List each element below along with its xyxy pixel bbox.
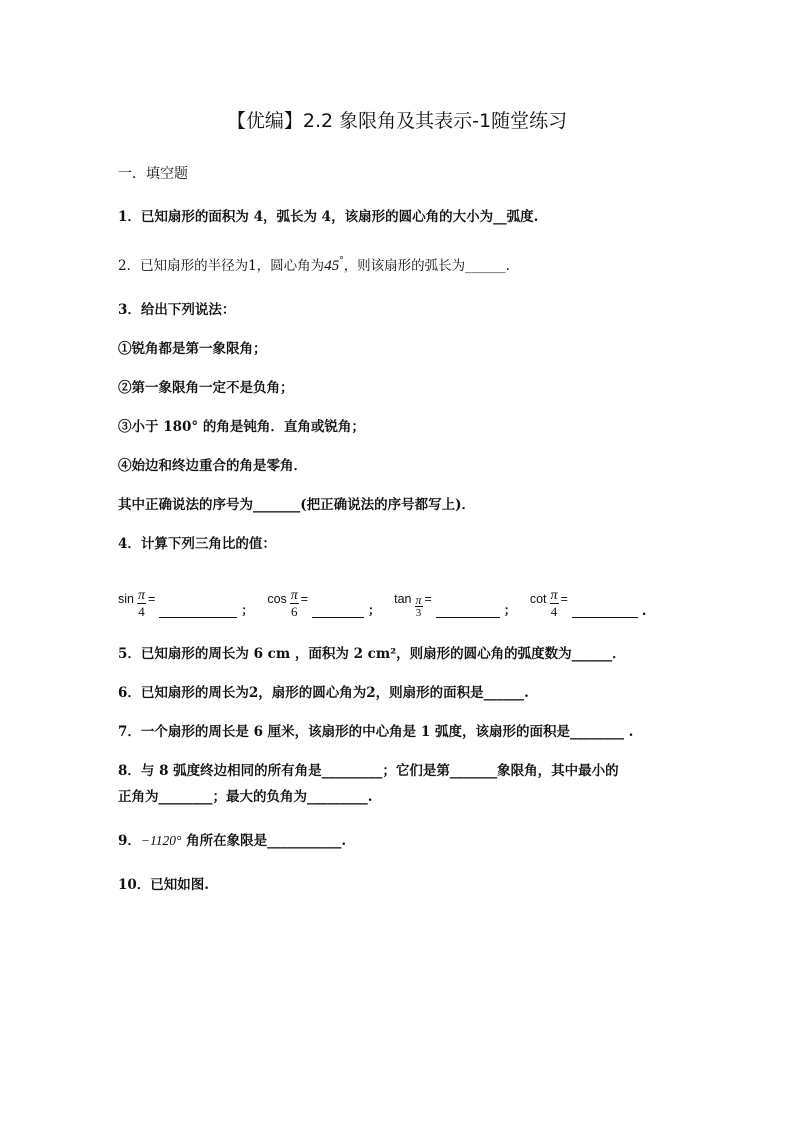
question-8-line-1: 8．与 8 弧度终边相同的所有角是_________；它们是第_______象限角，其中最小的 [118, 763, 619, 779]
fraction-denominator: 4 [550, 604, 558, 619]
angle-value: 45 [324, 258, 340, 274]
question-2-text: 2．已知扇形的半径为1，圆心角为 [118, 258, 325, 274]
statement-1: ①锐角都是第一象限角； [118, 341, 267, 357]
answer-blank[interactable] [159, 616, 237, 618]
angle-value: −1120° [140, 833, 182, 848]
separator: ； [241, 603, 254, 617]
answer-blank[interactable] [572, 616, 638, 618]
separator: . [641, 604, 647, 618]
question-7: 7．一个扇形的周长是 6 厘米，该扇形的中心角是 1 弧度，该扇形的面积是________ . [118, 724, 634, 740]
fraction-numerator: π [415, 593, 422, 607]
fn-label: sin [118, 592, 134, 606]
question-9 [118, 831, 676, 851]
question-6: 6．已知扇形的周长为2，扇形的圆心角为2，则扇形的面积是______. [118, 685, 529, 701]
fraction-numerator: π [290, 588, 298, 603]
question-1: 1．已知扇形的面积为 4，弧长为 4，该扇形的圆心角的大小为__弧度. [118, 209, 539, 225]
trig-cot [530, 588, 655, 620]
question-10: 10．已知如图. [118, 877, 209, 893]
fraction [550, 588, 559, 619]
equals-sign: = [300, 592, 309, 606]
fn-label: tan [394, 592, 412, 606]
equals-sign: = [560, 592, 568, 606]
question-5: 5．已知扇形的周长为 6 cm ，面积为 2 cm²，则扇形的圆心角的弧度数为______． [118, 646, 626, 662]
statement-2: ②第一象限角一定不是负角； [118, 380, 294, 396]
fraction-numerator: π [137, 588, 145, 603]
trig-cos [267, 588, 388, 620]
question-9-number: 9． [118, 833, 141, 849]
fraction-numerator: π [550, 588, 558, 603]
fraction-denominator: 4 [138, 604, 145, 619]
question-2 [118, 251, 676, 276]
trig-sin [118, 588, 261, 620]
fn-label: cot [529, 592, 547, 606]
fraction [290, 588, 299, 619]
question-4: 4．计算下列三角比的值： [118, 536, 276, 552]
trig-expressions [118, 576, 676, 620]
question-8 [118, 761, 676, 807]
answer-blank[interactable] [312, 616, 364, 618]
fraction-denominator: 6 [291, 604, 298, 619]
section-heading: 一．填空题 [118, 166, 188, 182]
fn-label: cos [267, 592, 287, 606]
question-3-conclusion: 其中正确说法的序号为_______(把正确说法的序号都写上)． [118, 497, 476, 513]
question-2-tail: ，则该扇形的弧长为______. [343, 258, 510, 274]
separator: ； [503, 603, 516, 617]
statement-4: ④始边和终边重合的角是零角． [118, 458, 307, 474]
fraction [137, 588, 146, 619]
equals-sign: = [424, 592, 432, 606]
answer-blank[interactable] [436, 616, 500, 618]
equals-sign: = [148, 592, 156, 606]
statement-3: ③小于 180° 的角是钝角．直角或锐角； [118, 419, 365, 435]
question-9-text: 角所在象限是___________. [181, 833, 347, 849]
question-3-intro: 3．给出下列说法： [118, 302, 236, 318]
fraction [415, 594, 423, 619]
fraction-denominator: 3 [415, 607, 422, 619]
degree-mark: ° [339, 256, 344, 266]
trig-tan [394, 592, 524, 620]
question-8-line-2: 正角为________；最大的负角为_________. [118, 789, 373, 805]
separator: ； [368, 603, 381, 617]
page-title: 【优编】2.2 象限角及其表示-1随堂练习 [226, 110, 568, 132]
